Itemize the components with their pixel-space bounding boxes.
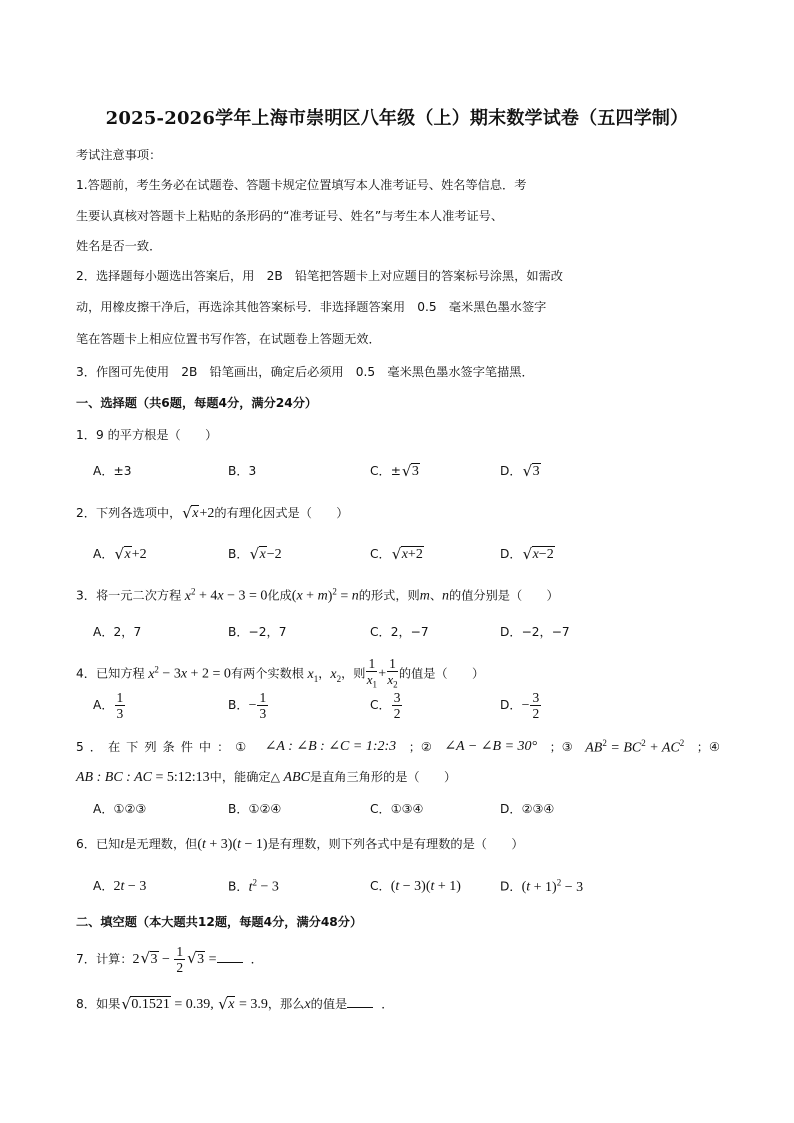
option-b: B．①②④ <box>228 802 282 816</box>
option-c: C．±√ 3 <box>370 462 420 480</box>
option-b: B．3 <box>228 464 257 478</box>
option-a: A．±3 <box>93 464 132 478</box>
option-c: C．(t − 3)(t + 1) <box>370 879 461 894</box>
option-a: A．2，7 <box>93 625 142 639</box>
option-a: A．√ x+2 <box>93 545 147 563</box>
question-stem: 9 的平方根是（ ） <box>95 428 218 442</box>
notice-line: 3．作图可先使用 2B 铅笔画出，确定后必须用 0.5 毫米黑色墨水签字笔描黑． <box>76 365 534 379</box>
answer-blank[interactable] <box>217 951 243 963</box>
question-number: 1． <box>76 428 96 442</box>
notice-line: 1.答题前，考生务必在试题卷、答题卡规定位置填写本人准考证号、姓名等信息．考 <box>76 178 527 192</box>
option-c: C． $\frac{3}{2}$ <box>370 690 401 721</box>
page-title: 2025-2026学年上海市崇明区八年级（上）期末数学试卷（五四学制） <box>105 108 689 129</box>
option-a: A． $\frac{1}{3}$ <box>93 690 124 721</box>
option-c: C．√ x+2 <box>370 545 424 563</box>
notice-line: 姓名是否一致． <box>76 239 162 253</box>
option-b: B．√ x−2 <box>228 545 282 563</box>
option-a: A．①②③ <box>93 802 147 816</box>
option-d: D．$(t + 1)^2 - 3$ <box>500 877 584 895</box>
notice-line: 笔在答题卡上相应位置书写作答，在试题卷上答题无效． <box>76 332 381 346</box>
notice-line: 生要认真核对答题卡上粘贴的条形码的“准考证号、姓名”与考生本人准考证号、 <box>76 209 504 223</box>
option-d: D．√ 3 <box>500 462 541 480</box>
option-d: D．− $\frac{3}{2}$ <box>500 690 540 721</box>
formula: √ x+2 <box>181 506 214 521</box>
option-c: C．2，−7 <box>370 625 429 639</box>
option-b: B．$t^2 - 3$ <box>228 877 279 895</box>
notice-line: 动，用橡皮擦干净后，再选涂其他答案标号．非选择题答案用 0.5 毫米黑色墨水签字 <box>76 300 547 314</box>
option-b: B．− $\frac{1}{3}$ <box>228 690 267 721</box>
answer-blank[interactable] <box>347 996 373 1008</box>
section-heading-choice: 一、选择题（共6题，每题4分，满分24分） <box>76 396 318 410</box>
option-a: A．2t − 3 <box>93 879 147 894</box>
notice-heading: 考试注意事项： <box>76 148 162 162</box>
notice-line: 2．选择题每小题选出答案后，用 2B 铅笔把答题卡上对应题目的答案标号涂黑，如需改 <box>76 269 563 283</box>
option-d: D．②③④ <box>500 802 555 816</box>
option-c: C．①③④ <box>370 802 424 816</box>
section-heading-fill: 二、填空题（本大题共12题，每题4分，满分48分） <box>76 915 363 929</box>
option-d: D．√ x−2 <box>500 545 555 563</box>
question-number: 2． <box>76 506 96 520</box>
option-b: B．−2，7 <box>228 625 287 639</box>
option-d: D．−2，−7 <box>500 625 570 639</box>
